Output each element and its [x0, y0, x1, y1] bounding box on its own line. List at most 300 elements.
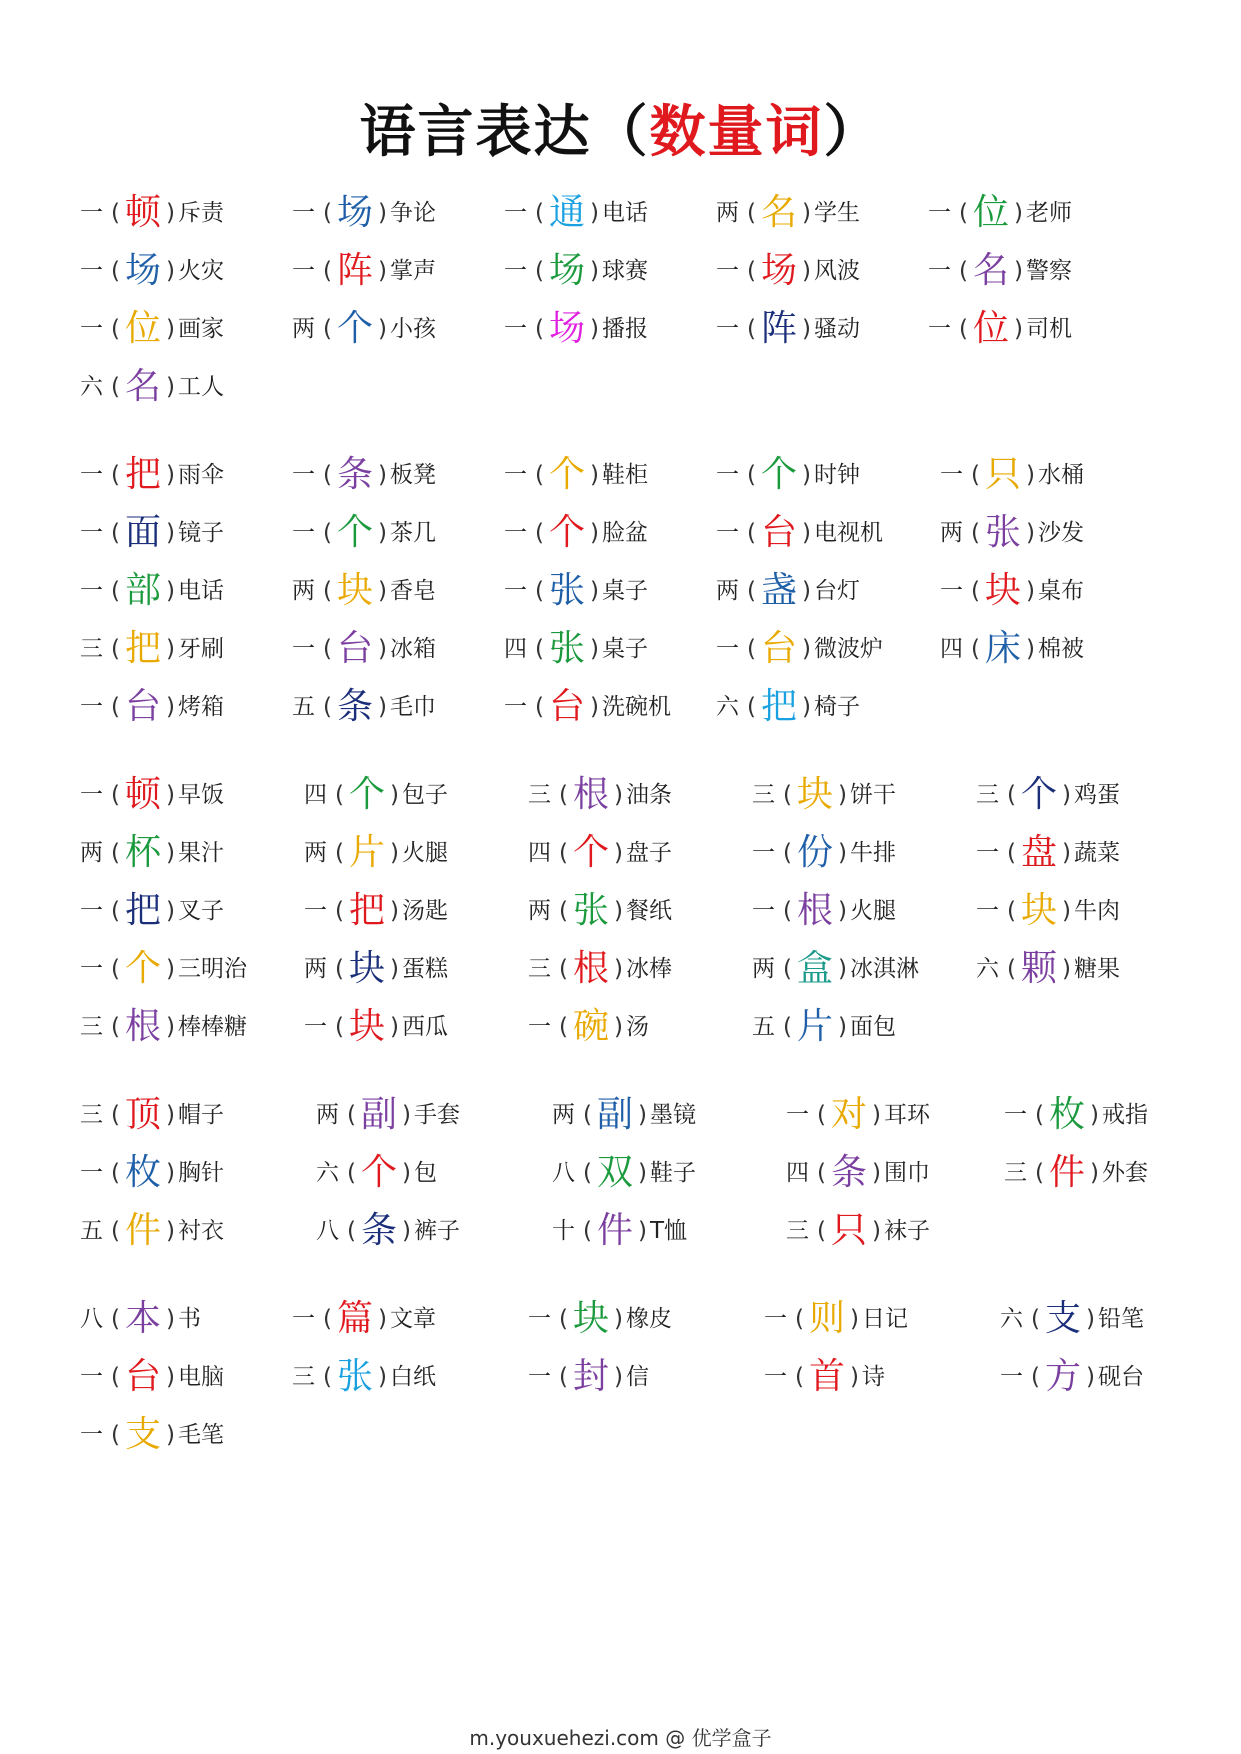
paren-close: ) — [378, 694, 387, 720]
number: 一 — [292, 636, 315, 662]
measure-phrase — [304, 828, 448, 878]
paren-close: ) — [166, 258, 175, 284]
noun: 三明治 — [177, 956, 247, 982]
paren-close: ) — [802, 258, 811, 284]
paren-close: ) — [390, 1014, 399, 1040]
measure-phrase — [928, 246, 1072, 296]
measure-phrase — [292, 246, 436, 296]
paren-open: ( — [559, 840, 568, 866]
paren-open: ( — [535, 578, 544, 604]
noun: 椅子 — [813, 694, 860, 720]
paren-close: ) — [614, 782, 623, 808]
noun: 烤箱 — [177, 694, 224, 720]
measure-word: 张 — [336, 1356, 373, 1397]
paren-open: ( — [959, 258, 968, 284]
paren-open: ( — [111, 636, 120, 662]
paren-close: ) — [166, 782, 175, 808]
measure-phrase — [940, 624, 1084, 674]
paren-close: ) — [390, 956, 399, 982]
measure-word: 张 — [984, 512, 1021, 553]
measure-phrase — [976, 944, 1120, 994]
paren-open: ( — [111, 1014, 120, 1040]
noun: 早饭 — [177, 782, 224, 808]
number: 一 — [80, 1160, 103, 1186]
number: 六 — [716, 694, 739, 720]
paren-open: ( — [971, 520, 980, 546]
number: 一 — [504, 520, 527, 546]
noun: 板凳 — [389, 462, 436, 488]
paren-close: ) — [1090, 1102, 1099, 1128]
number: 一 — [80, 258, 103, 284]
noun: 盘子 — [625, 840, 672, 866]
measure-word: 场 — [760, 250, 797, 291]
paren-close: ) — [166, 1160, 175, 1186]
measure-word: 台 — [760, 628, 797, 669]
noun: 橡皮 — [625, 1306, 672, 1332]
measure-phrase — [80, 188, 224, 238]
noun: 汤匙 — [401, 898, 448, 924]
measure-phrase — [504, 246, 648, 296]
noun: 球赛 — [601, 258, 648, 284]
measure-phrase — [528, 1002, 649, 1052]
measure-phrase — [752, 886, 896, 936]
noun: 手套 — [413, 1102, 460, 1128]
number: 两 — [552, 1102, 575, 1128]
noun: 叉子 — [177, 898, 224, 924]
paren-close: ) — [1090, 1160, 1099, 1186]
paren-open: ( — [959, 316, 968, 342]
measure-phrase — [316, 1090, 460, 1140]
number: 四 — [940, 636, 963, 662]
measure-word: 封 — [572, 1356, 609, 1397]
measure-phrase — [316, 1148, 437, 1198]
paren-close: ) — [166, 462, 175, 488]
paren-open: ( — [111, 898, 120, 924]
number: 一 — [504, 258, 527, 284]
measure-word: 枚 — [124, 1152, 161, 1193]
paren-close: ) — [802, 694, 811, 720]
paren-close: ) — [1014, 200, 1023, 226]
number: 一 — [928, 316, 951, 342]
number: 两 — [940, 520, 963, 546]
measure-word: 台 — [548, 686, 585, 727]
paren-open: ( — [559, 1014, 568, 1040]
measure-word: 副 — [360, 1094, 397, 1135]
paren-close: ) — [802, 520, 811, 546]
paren-close: ) — [1026, 636, 1035, 662]
paren-close: ) — [378, 1306, 387, 1332]
measure-phrase — [504, 682, 671, 732]
paren-close: ) — [166, 578, 175, 604]
footer-watermark: m.youxuehezi.com @ 优学盒子 — [469, 1726, 772, 1750]
paren-close: ) — [1014, 316, 1023, 342]
measure-word: 块 — [796, 774, 833, 815]
number: 一 — [80, 316, 103, 342]
measure-word: 块 — [348, 1006, 385, 1047]
noun: 骚动 — [813, 316, 860, 342]
paren-close: ) — [802, 636, 811, 662]
measure-word: 个 — [336, 512, 373, 553]
noun: 包 — [413, 1160, 437, 1186]
paren-open: ( — [323, 694, 332, 720]
measure-phrase — [304, 1002, 448, 1052]
paren-close: ) — [614, 956, 623, 982]
paren-open: ( — [747, 462, 756, 488]
number: 一 — [292, 1306, 315, 1332]
paren-close: ) — [166, 1422, 175, 1448]
noun: 掌声 — [389, 258, 436, 284]
noun: 毛笔 — [177, 1422, 224, 1448]
measure-word: 个 — [548, 512, 585, 553]
paren-close: ) — [166, 1306, 175, 1332]
paren-close: ) — [802, 462, 811, 488]
measure-word: 阵 — [760, 308, 797, 349]
paren-open: ( — [1031, 1364, 1040, 1390]
paren-open: ( — [535, 694, 544, 720]
paren-open: ( — [323, 1364, 332, 1390]
paren-close: ) — [378, 258, 387, 284]
measure-word: 床 — [984, 628, 1021, 669]
paren-open: ( — [783, 1014, 792, 1040]
paren-open: ( — [111, 1160, 120, 1186]
measure-phrase — [80, 944, 247, 994]
noun: 胸针 — [177, 1160, 224, 1186]
paren-open: ( — [747, 636, 756, 662]
measure-word: 个 — [1020, 774, 1057, 815]
measure-word: 场 — [336, 192, 373, 233]
paren-close: ) — [638, 1160, 647, 1186]
measure-phrase — [304, 944, 448, 994]
paren-close: ) — [166, 374, 175, 400]
noun: 帽子 — [177, 1102, 224, 1128]
number: 一 — [80, 898, 103, 924]
measure-word: 个 — [360, 1152, 397, 1193]
measure-word: 支 — [124, 1414, 161, 1455]
measure-word: 盘 — [1020, 832, 1057, 873]
paren-open: ( — [335, 1014, 344, 1040]
paren-open: ( — [347, 1102, 356, 1128]
paren-close: ) — [1026, 578, 1035, 604]
measure-word: 台 — [760, 512, 797, 553]
noun: 桌子 — [601, 578, 648, 604]
paren-close: ) — [838, 956, 847, 982]
noun: 围巾 — [883, 1160, 930, 1186]
noun: 砚台 — [1097, 1364, 1144, 1390]
measure-phrase — [292, 1294, 436, 1344]
paren-close: ) — [614, 1306, 623, 1332]
number: 两 — [716, 200, 739, 226]
paren-open: ( — [747, 694, 756, 720]
number: 四 — [528, 840, 551, 866]
noun: 茶几 — [389, 520, 436, 546]
measure-word: 个 — [572, 832, 609, 873]
paren-close: ) — [1062, 898, 1071, 924]
measure-word: 条 — [830, 1152, 867, 1193]
number: 八 — [316, 1218, 339, 1244]
noun: 镜子 — [177, 520, 224, 546]
noun: 毛巾 — [389, 694, 436, 720]
number: 六 — [80, 374, 103, 400]
noun: 白纸 — [389, 1364, 436, 1390]
measure-word: 篇 — [336, 1298, 373, 1339]
number: 四 — [304, 782, 327, 808]
paren-open: ( — [1031, 1306, 1040, 1332]
paren-open: ( — [347, 1160, 356, 1186]
measure-phrase — [928, 188, 1072, 238]
paren-open: ( — [111, 1102, 120, 1128]
paren-open: ( — [559, 1306, 568, 1332]
number: 四 — [504, 636, 527, 662]
measure-phrase — [786, 1148, 930, 1198]
measure-phrase — [976, 828, 1120, 878]
measure-phrase — [552, 1090, 696, 1140]
number: 六 — [976, 956, 999, 982]
measure-phrase — [528, 886, 672, 936]
measure-phrase — [80, 770, 224, 820]
measure-phrase — [80, 304, 224, 354]
measure-phrase — [292, 508, 436, 558]
paren-close: ) — [166, 200, 175, 226]
measure-phrase — [528, 944, 672, 994]
number: 一 — [80, 1422, 103, 1448]
measure-word: 副 — [596, 1094, 633, 1135]
measure-word: 杯 — [124, 832, 161, 873]
noun: 面包 — [849, 1014, 896, 1040]
page-title: 语言表达（数量词） — [359, 100, 882, 165]
paren-open: ( — [111, 200, 120, 226]
paren-open: ( — [747, 520, 756, 546]
noun: 工人 — [177, 374, 224, 400]
noun: 警察 — [1025, 258, 1072, 284]
measure-word: 颗 — [1020, 948, 1057, 989]
paren-close: ) — [166, 520, 175, 546]
measure-word: 块 — [984, 570, 1021, 611]
measure-phrase — [764, 1294, 908, 1344]
paren-open: ( — [323, 462, 332, 488]
number: 一 — [716, 316, 739, 342]
number: 一 — [528, 1364, 551, 1390]
paren-open: ( — [971, 636, 980, 662]
noun: 台灯 — [813, 578, 860, 604]
measure-word: 根 — [124, 1006, 161, 1047]
noun: 沙发 — [1037, 520, 1084, 546]
measure-phrase — [80, 1090, 224, 1140]
noun: 鞋子 — [649, 1160, 696, 1186]
noun: 斥责 — [177, 200, 224, 226]
noun: 老师 — [1025, 200, 1072, 226]
measure-phrase — [292, 450, 436, 500]
measure-phrase — [976, 886, 1120, 936]
measure-phrase — [552, 1206, 687, 1256]
measure-phrase — [1004, 1090, 1148, 1140]
measure-phrase — [80, 624, 224, 674]
measure-word: 顶 — [124, 1094, 161, 1135]
measure-word: 根 — [572, 774, 609, 815]
paren-close: ) — [166, 956, 175, 982]
measure-word: 只 — [984, 454, 1021, 495]
paren-close: ) — [390, 782, 399, 808]
paren-close: ) — [614, 1364, 623, 1390]
measure-word: 件 — [596, 1210, 633, 1251]
number: 两 — [292, 316, 315, 342]
measure-phrase — [504, 566, 648, 616]
measure-phrase — [80, 362, 224, 412]
paren-open: ( — [1035, 1102, 1044, 1128]
measure-phrase — [292, 304, 436, 354]
paren-open: ( — [747, 200, 756, 226]
noun: 西瓜 — [401, 1014, 448, 1040]
noun: 诗 — [861, 1364, 885, 1390]
paren-close: ) — [638, 1102, 647, 1128]
measure-phrase — [940, 450, 1084, 500]
measure-word: 个 — [124, 948, 161, 989]
measure-word: 张 — [548, 570, 585, 611]
paren-open: ( — [111, 1218, 120, 1244]
paren-open: ( — [323, 316, 332, 342]
paren-open: ( — [1007, 956, 1016, 982]
noun: 包子 — [401, 782, 448, 808]
measure-phrase — [1004, 1148, 1148, 1198]
paren-close: ) — [1014, 258, 1023, 284]
paren-open: ( — [111, 840, 120, 866]
paren-open: ( — [111, 316, 120, 342]
noun: 牙刷 — [177, 636, 224, 662]
paren-close: ) — [166, 1218, 175, 1244]
paren-open: ( — [817, 1102, 826, 1128]
paren-close: ) — [166, 1014, 175, 1040]
number: 一 — [504, 316, 527, 342]
paren-close: ) — [838, 898, 847, 924]
noun: 雨伞 — [177, 462, 224, 488]
number: 一 — [292, 200, 315, 226]
measure-word: 片 — [348, 832, 385, 873]
paren-close: ) — [590, 578, 599, 604]
measure-phrase — [552, 1148, 696, 1198]
number: 一 — [504, 578, 527, 604]
noun: 棉被 — [1037, 636, 1084, 662]
measure-phrase — [716, 508, 883, 558]
measure-word: 个 — [760, 454, 797, 495]
number: 五 — [752, 1014, 775, 1040]
measure-word: 对 — [830, 1094, 867, 1135]
number: 一 — [80, 462, 103, 488]
measure-phrase — [80, 246, 224, 296]
paren-close: ) — [1062, 840, 1071, 866]
measure-word: 顿 — [124, 774, 161, 815]
paren-close: ) — [402, 1102, 411, 1128]
noun: 脸盆 — [601, 520, 648, 546]
number: 一 — [304, 898, 327, 924]
measure-phrase — [292, 1352, 436, 1402]
number: 一 — [786, 1102, 809, 1128]
number: 两 — [80, 840, 103, 866]
paren-open: ( — [111, 782, 120, 808]
number: 一 — [80, 578, 103, 604]
noun: 裤子 — [413, 1218, 460, 1244]
paren-close: ) — [378, 200, 387, 226]
measure-phrase — [80, 1410, 224, 1460]
measure-word: 场 — [548, 250, 585, 291]
noun: 香皂 — [389, 578, 436, 604]
measure-word: 把 — [124, 628, 161, 669]
number: 八 — [80, 1306, 103, 1332]
measure-phrase — [292, 624, 436, 674]
measure-phrase — [292, 566, 436, 616]
paren-close: ) — [166, 694, 175, 720]
measure-word: 根 — [572, 948, 609, 989]
measure-word: 把 — [348, 890, 385, 931]
number: 一 — [292, 462, 315, 488]
noun: 微波炉 — [813, 636, 883, 662]
paren-close: ) — [590, 258, 599, 284]
paren-close: ) — [590, 316, 599, 342]
measure-phrase — [752, 1002, 896, 1052]
noun: 桌布 — [1037, 578, 1084, 604]
paren-open: ( — [783, 840, 792, 866]
noun: 蔬菜 — [1073, 840, 1120, 866]
measure-phrase — [504, 450, 648, 500]
measure-word: 名 — [972, 250, 1009, 291]
measure-phrase — [716, 624, 883, 674]
number: 三 — [976, 782, 999, 808]
number: 一 — [80, 520, 103, 546]
noun: 电脑 — [177, 1364, 224, 1390]
paren-open: ( — [783, 898, 792, 924]
paren-open: ( — [111, 1422, 120, 1448]
number: 六 — [1000, 1306, 1023, 1332]
paren-open: ( — [111, 1364, 120, 1390]
measure-phrase — [80, 566, 224, 616]
paren-close: ) — [1062, 956, 1071, 982]
measure-phrase — [940, 566, 1084, 616]
noun: 火灾 — [177, 258, 224, 284]
paren-close: ) — [378, 520, 387, 546]
measure-phrase — [292, 682, 436, 732]
paren-close: ) — [1062, 782, 1071, 808]
measure-word: 盒 — [796, 948, 833, 989]
measure-phrase — [716, 304, 860, 354]
paren-close: ) — [1086, 1364, 1095, 1390]
number: 一 — [976, 898, 999, 924]
measure-phrase — [764, 1352, 885, 1402]
noun: 牛肉 — [1073, 898, 1120, 924]
measure-word: 面 — [124, 512, 161, 553]
noun: 争论 — [389, 200, 436, 226]
measure-phrase — [504, 624, 648, 674]
number: 三 — [752, 782, 775, 808]
measure-phrase — [752, 770, 896, 820]
number: 五 — [292, 694, 315, 720]
noun: 播报 — [601, 316, 648, 342]
paren-close: ) — [850, 1364, 859, 1390]
number: 三 — [292, 1364, 315, 1390]
noun: 冰棒 — [625, 956, 672, 982]
paren-close: ) — [166, 1102, 175, 1128]
noun: 火腿 — [401, 840, 448, 866]
measure-word: 件 — [1048, 1152, 1085, 1193]
paren-close: ) — [638, 1218, 647, 1244]
number: 一 — [528, 1306, 551, 1332]
paren-close: ) — [1026, 462, 1035, 488]
number: 两 — [716, 578, 739, 604]
measure-word: 阵 — [336, 250, 373, 291]
paren-open: ( — [1035, 1160, 1044, 1186]
paren-close: ) — [378, 462, 387, 488]
paren-open: ( — [111, 578, 120, 604]
paren-close: ) — [166, 898, 175, 924]
number: 一 — [304, 1014, 327, 1040]
noun: 戒指 — [1101, 1102, 1148, 1128]
